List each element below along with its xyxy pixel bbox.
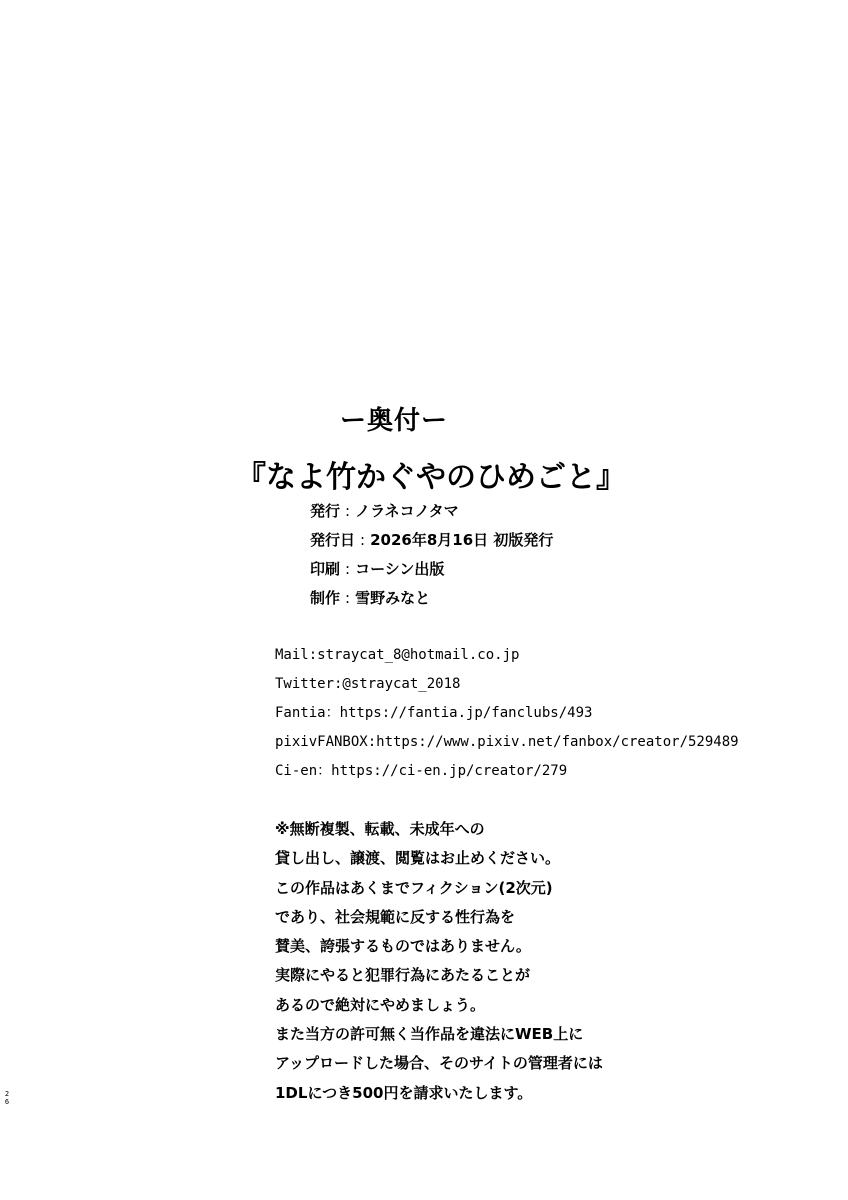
page-number: [2, 1090, 12, 1106]
notice-line: この作品はあくまでフィクション(2次元): [275, 878, 553, 897]
credit-label: 制作: [310, 589, 341, 607]
credit-row-printer: [310, 558, 553, 587]
colophon-heading-text: ー奥付ー: [340, 406, 449, 436]
book-title: 『なよ竹かぐやのひめごと』: [236, 460, 626, 495]
pixiv-fanbox-link: pixivFANBOX:https://www.pixiv.net/fanbox/creator/529489: [275, 734, 739, 750]
credit-value: 雪野みなと: [355, 589, 431, 607]
page-number-digit: 2: [4, 1090, 10, 1098]
credits-list: [310, 500, 553, 616]
credit-value: コーシン出版: [355, 560, 445, 578]
notice-line: 貸し出し、譲渡、閲覧はお止めください。: [275, 849, 561, 868]
credit-label: 発行: [310, 502, 341, 520]
notice-line: あるので絶対にやめましょう。: [275, 995, 486, 1014]
credit-value: 2026年8月16日 初版発行: [370, 531, 554, 549]
notice-line: 1DLにつき500円を請求いたします。: [275, 1083, 533, 1102]
credit-row-publisher: [310, 500, 553, 529]
credit-label: 発行日: [310, 531, 356, 549]
credit-separator: :: [360, 531, 366, 549]
contact-links: [275, 644, 739, 789]
credit-label: 印刷: [310, 560, 341, 578]
credit-row-publish-date: [310, 529, 553, 558]
credit-separator: :: [345, 560, 351, 578]
notice-line: また当方の許可無く当作品を違法にWEB上に: [275, 1025, 584, 1044]
credit-separator: :: [345, 589, 351, 607]
legal-notice: [275, 818, 603, 1111]
notice-line: アップロードした場合、そのサイトの管理者には: [275, 1054, 603, 1073]
notice-line: ※無断複製、転載、未成年への: [275, 820, 485, 838]
notice-line: 実際にやると犯罪行為にあたることが: [275, 966, 531, 985]
credit-row-production: [310, 587, 553, 616]
mail-link: Mail:straycat_8@hotmail.co.jp: [275, 647, 520, 663]
credit-separator: :: [345, 502, 351, 520]
credit-value: ノラネコノタマ: [355, 502, 459, 520]
notice-line: 賛美、誇張するものではありません。: [275, 937, 531, 956]
fantia-link: Fantia：https://fantia.jp/fanclubs/493: [275, 705, 593, 721]
notice-line: であり、社会規範に反する性行為を: [275, 907, 516, 926]
ci-en-link: Ci-en：https://ci-en.jp/creator/279: [275, 763, 568, 779]
twitter-link: Twitter:@straycat_2018: [275, 676, 461, 692]
page-number-digit: 6: [4, 1098, 10, 1106]
